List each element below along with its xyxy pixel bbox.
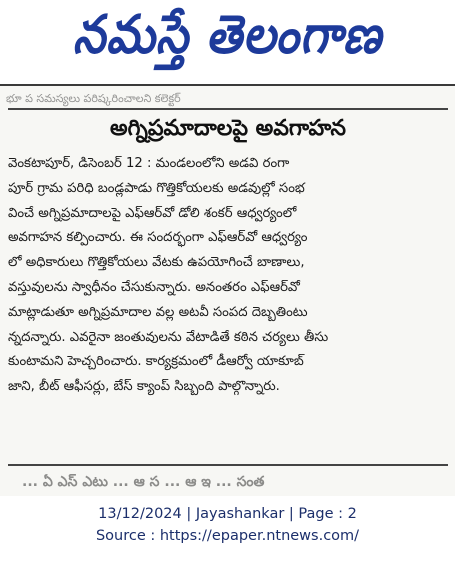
article-bottom-divider	[8, 464, 448, 466]
cut-off-next-article: ... ఏ ఎస్ ఎటు ... ఆ స ... ఆ ఇ ... సంత	[22, 474, 265, 490]
article-headline: అగ్నిప్రమాదాలపై అవగాహన	[110, 116, 346, 141]
article-body-line: వించే అగ్నిప్రమాదాలపై ఎఫ్‌ఆర్‌వో డోలి శంకర్ ఆధ్వర్యంలో	[8, 205, 297, 221]
newspaper-masthead	[0, 0, 455, 82]
article-body-line: పూర్ గ్రామ పరిధి బండ్లపాడు గొత్తికోయలకు అడవుల్లో సంభ	[8, 180, 305, 196]
article-body-line: కుంటామని హెచ్చరించారు. కార్యక్రమంలో డీఆర్వో యాకూబ్	[8, 354, 304, 370]
source-link[interactable]: Source : https://epaper.ntnews.com/	[95, 528, 360, 544]
article-body-line: జాని, బీట్ ఆఫీసర్లు, బేస్ క్యాంప్ సిబ్బంది పాల్గొన్నారు.	[8, 379, 280, 395]
article-body-line: లో అధికారులు గొత్తికోయలు వేటకు ఉపయోగించే బాణాలు,	[8, 255, 305, 271]
edition-info: 13/12/2024 | Jayashankar | Page : 2	[98, 506, 357, 522]
source-footer	[0, 503, 455, 547]
article-body-line: అవగాహన కల్పించారు. ఈ సందర్భంగా ఎఫ్‌ఆర్‌వో ఆధ్వర్యం	[8, 230, 308, 246]
article-body-line: న్నదన్నారు. ఎవరైనా జంతువులను వేటాడితే కఠిన చర్యలు తీసు	[8, 329, 329, 345]
article-top-divider	[8, 108, 448, 110]
masthead-title: నమస్తే తెలంగాణ	[72, 3, 383, 66]
article-body	[8, 152, 448, 400]
article-clipping	[0, 86, 455, 496]
article-body-line: వస్తువులను స్వాధీనం చేసుకున్నారు. అనంతరం ఎఫ్‌ఆర్‌వో	[8, 279, 300, 295]
cut-off-previous-article: భూ ప సమస్యలు పరిష్కరించాలని కలెక్టర్	[6, 92, 181, 105]
article-body-line: వెంకటాపూర్, డిసెంబర్ 12 : మండలంలోని అడవి రంగా	[8, 156, 290, 171]
article-body-line: మాట్లాడుతూ అగ్నిప్రమాదాల వల్ల అటవీ సంపద దెబ్బతింటు	[8, 304, 308, 320]
